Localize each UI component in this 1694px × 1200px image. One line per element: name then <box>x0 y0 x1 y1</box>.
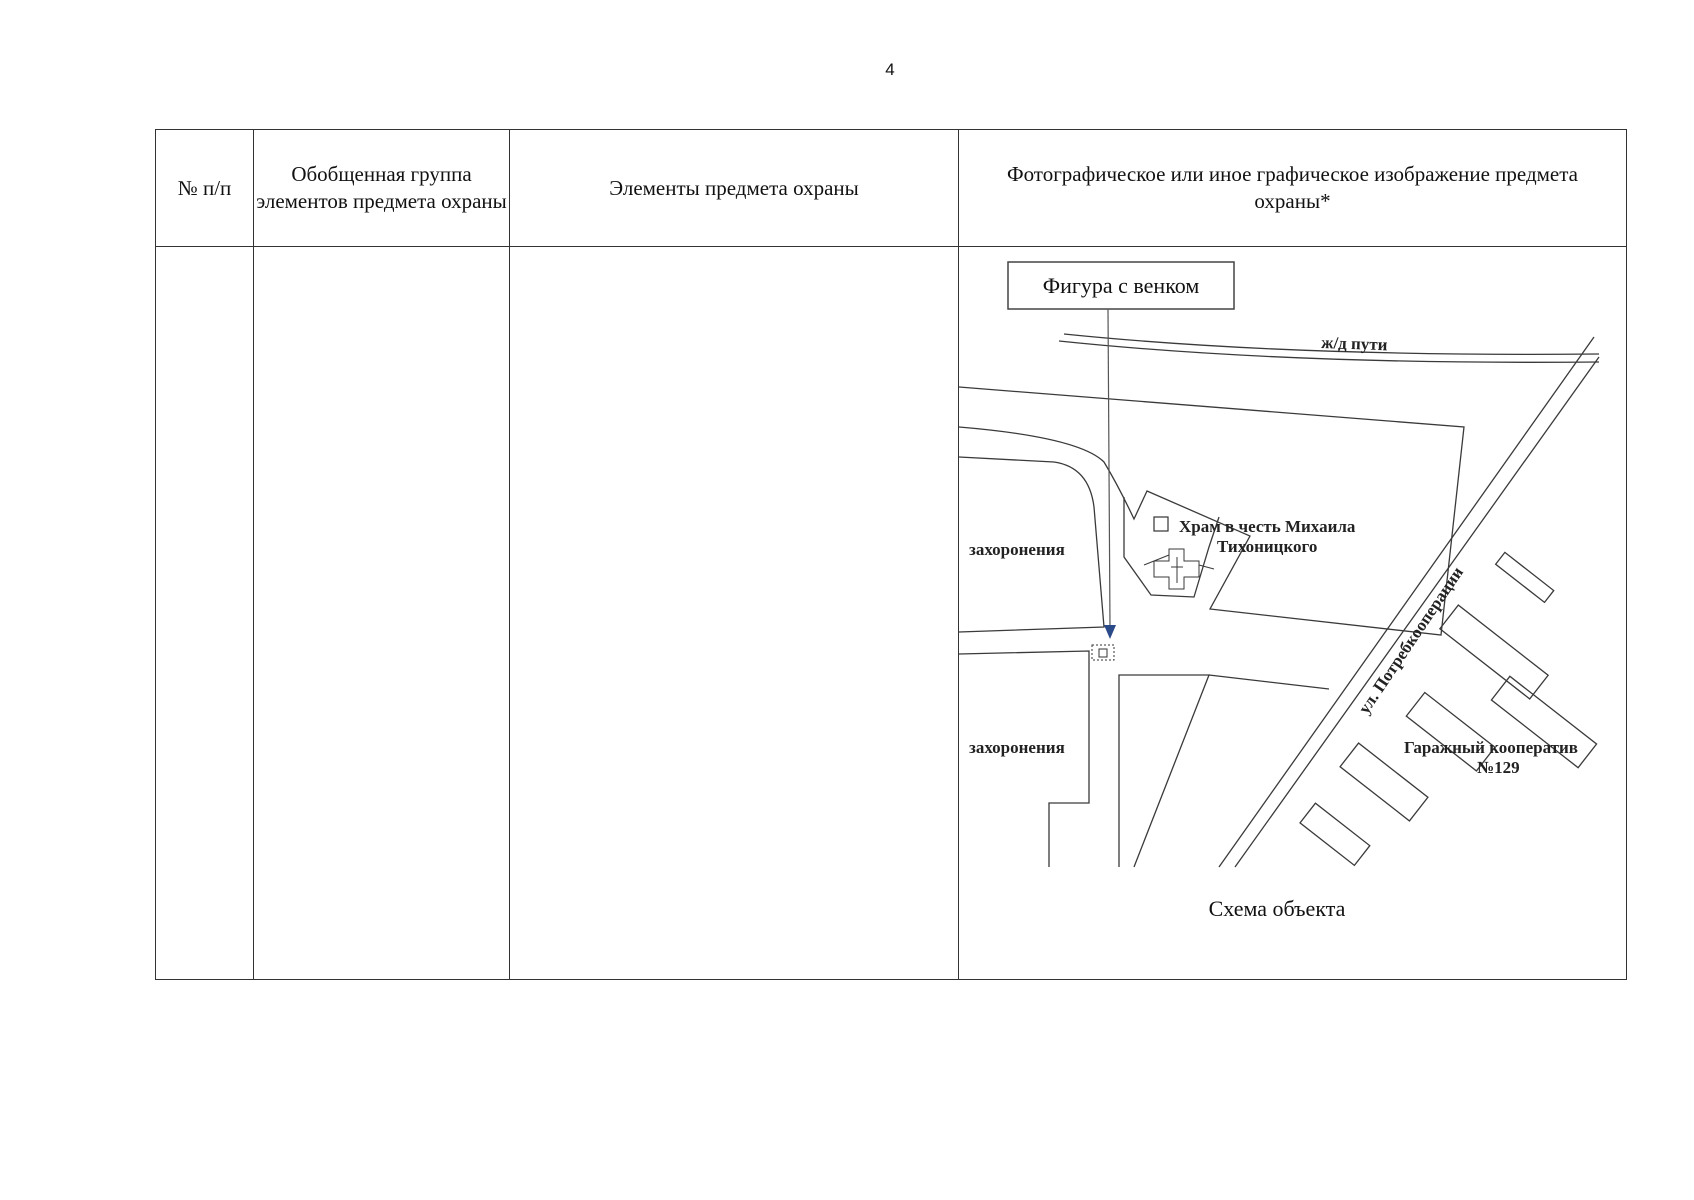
callout-arrow-line <box>1108 309 1110 627</box>
road-lower <box>959 651 1089 867</box>
church-symbol <box>1144 549 1214 589</box>
cell-image <box>959 247 1627 980</box>
burial-label-1: захоронения <box>969 540 1065 559</box>
monument-marker <box>1092 645 1114 660</box>
garage-1 <box>1496 552 1554 602</box>
scheme-caption: Схема объекта <box>1208 896 1346 921</box>
church-label-line1: Храм в честь Михаила <box>1179 517 1356 536</box>
church-label-line2: Тихоницкого <box>1217 537 1318 556</box>
header-elements: Элементы предмета охраны <box>510 130 959 247</box>
protection-subject-table <box>155 129 1627 980</box>
callout-label: Фигура с венком <box>1042 273 1200 298</box>
table-header-row <box>156 130 1627 247</box>
garage-label-line1: Гаражный кооператив <box>1404 738 1578 757</box>
cell-group <box>254 247 510 980</box>
cell-elements <box>510 247 959 980</box>
header-group: Обобщенная группа элементов предмета охраны <box>254 130 510 247</box>
road-top <box>959 387 1464 635</box>
garage-label-line2: №129 <box>1477 758 1520 777</box>
railway-label: ж/д пути <box>1320 333 1388 355</box>
street-label: ул. Потребкооперации <box>1354 563 1468 718</box>
header-image: Фотографическое или иное графическое изображение предмета охраны* <box>959 130 1627 247</box>
table-row <box>156 247 1627 980</box>
plot-lower-2 <box>1209 675 1329 689</box>
header-number: № п/п <box>156 130 254 247</box>
garage-5 <box>1300 803 1370 865</box>
callout-arrowhead <box>1104 625 1116 639</box>
page-number: 4 <box>885 60 895 79</box>
street-line-2 <box>1235 357 1599 867</box>
church-plot <box>1124 497 1219 597</box>
cell-number <box>156 247 254 980</box>
burial-label-2: захоронения <box>969 738 1065 757</box>
church-legend-marker <box>1154 517 1168 531</box>
plot-lower-1 <box>1119 675 1209 867</box>
garage-2 <box>1440 605 1548 699</box>
street-line-1 <box>1219 337 1594 867</box>
site-scheme-map <box>959 247 1625 979</box>
